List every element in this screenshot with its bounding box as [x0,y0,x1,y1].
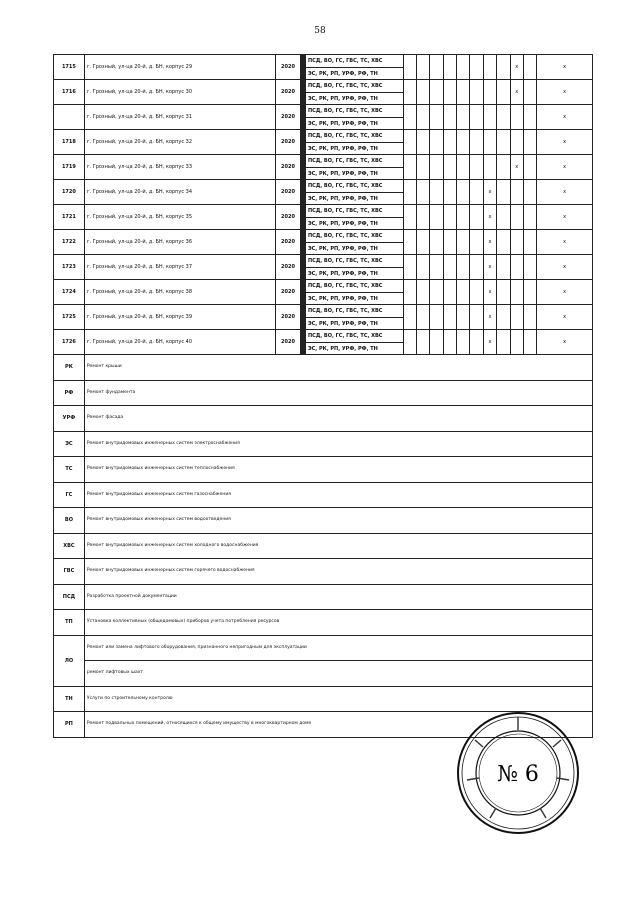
table-row [54,305,593,318]
row-mark: x [483,330,496,355]
row-mark [523,330,536,355]
row-mark: x [537,155,593,180]
row-works-line2: ЭС, РК, РП, УРФ, РФ, ТН [305,93,403,105]
table-row [54,80,593,93]
row-number: 1726 [54,330,85,355]
row-mark [470,255,483,280]
row-mark [403,205,416,230]
legend-text: Ремонт или замена лифтового оборудования, признанного непригодным для эксплуатации [84,635,592,661]
legend-text: Ремонт крыши [84,355,592,381]
row-mark [443,180,456,205]
row-year: 2020 [276,230,301,255]
row-mark: x [510,55,523,80]
row-number: 1720 [54,180,85,205]
row-mark [457,205,470,230]
row-number: 1716 [54,80,85,105]
row-works-line2: ЭС, РК, РП, УРФ, РФ, ТН [305,293,403,305]
legend-text: Ремонт внутридомовых инженерных систем электроснабжения [84,431,592,457]
row-mark [457,305,470,330]
row-mark [457,230,470,255]
row-mark [523,55,536,80]
row-works-line2: ЭС, РК, РП, УРФ, РФ, ТН [305,268,403,280]
row-mark [497,280,510,305]
row-mark [417,280,430,305]
table-row [54,205,593,218]
legend-text: Ремонт внутридомовых инженерных систем водоотведения [84,508,592,534]
table-row [54,155,593,168]
row-mark: x [537,180,593,205]
row-mark [430,280,443,305]
legend-code: ВО [54,508,85,534]
row-mark [523,105,536,130]
row-mark [403,255,416,280]
row-works-line2: ЭС, РК, РП, УРФ, РФ, ТН [305,168,403,180]
row-works-line2: ЭС, РК, РП, УРФ, РФ, ТН [305,243,403,255]
row-mark [417,105,430,130]
legend-row [54,431,593,457]
row-mark [470,55,483,80]
row-mark [403,180,416,205]
row-mark [417,180,430,205]
row-mark [403,155,416,180]
row-mark [523,80,536,105]
row-mark [430,180,443,205]
row-number: 1718 [54,130,85,155]
row-address: г. Грозный, ул-ца 20-й, д. БН, корпус 29 [84,55,275,80]
row-works-line2: ЭС, РК, РП, УРФ, РФ, ТН [305,343,403,355]
row-mark [403,330,416,355]
row-mark [523,205,536,230]
legend-row [54,533,593,559]
row-mark [510,330,523,355]
row-number: 1719 [54,155,85,180]
table-row [54,105,593,118]
table-row [54,280,593,293]
row-number: 1722 [54,230,85,255]
row-mark [523,155,536,180]
row-mark [510,280,523,305]
legend-code: УРФ [54,406,85,432]
legend-row [54,457,593,483]
legend-row [54,610,593,636]
row-year: 2020 [276,155,301,180]
row-mark [510,130,523,155]
row-mark [497,230,510,255]
row-mark [443,80,456,105]
legend-text: Разработка проектной документации [84,584,592,610]
row-mark: x [483,180,496,205]
row-mark: x [537,55,593,80]
legend-text: Ремонт фасада [84,406,592,432]
row-mark [457,180,470,205]
row-mark [443,130,456,155]
houses-table [53,54,593,738]
legend-text: Ремонт внутридомовых инженерных систем холодного водоснабжения [84,533,592,559]
row-works-line2: ЭС, РК, РП, УРФ, РФ, ТН [305,318,403,330]
row-mark [417,205,430,230]
row-address: г. Грозный, ул-ца 20-й, д. БН, корпус 35 [84,205,275,230]
row-mark: x [483,230,496,255]
legend-row [54,686,593,712]
row-mark [523,180,536,205]
legend-row [54,406,593,432]
row-mark [497,180,510,205]
legend-code: ХВС [54,533,85,559]
row-mark [523,230,536,255]
row-mark [470,130,483,155]
document-sheet [53,54,593,738]
legend-text: ремонт лифтовых шахт [84,661,592,687]
legend-code: ГВС [54,559,85,585]
row-mark: x [537,280,593,305]
table-row [54,55,593,68]
legend-code: РК [54,355,85,381]
row-mark [457,280,470,305]
legend-text: Ремонт фундамента [84,380,592,406]
row-year: 2020 [276,105,301,130]
row-mark [497,130,510,155]
row-number: 1715 [54,55,85,80]
row-mark [510,180,523,205]
row-works-line1: ПСД, ВО, ГС, ГВС, ТС, ХВС [305,180,403,193]
row-number: 1721 [54,205,85,230]
legend-code: ТН [54,686,85,712]
row-works-line1: ПСД, ВО, ГС, ГВС, ТС, ХВС [305,230,403,243]
row-mark [443,55,456,80]
row-mark [470,155,483,180]
row-mark [523,255,536,280]
row-mark [403,105,416,130]
row-mark [430,105,443,130]
row-works-line2: ЭС, РК, РП, УРФ, РФ, ТН [305,143,403,155]
row-year: 2020 [276,255,301,280]
row-year: 2020 [276,280,301,305]
row-mark [470,280,483,305]
row-mark [497,330,510,355]
row-mark: x [537,105,593,130]
row-mark [443,330,456,355]
row-mark [443,230,456,255]
row-mark [403,80,416,105]
row-mark [403,230,416,255]
row-mark [470,180,483,205]
row-number: 1723 [54,255,85,280]
row-mark [403,130,416,155]
row-mark [510,230,523,255]
row-mark: x [510,155,523,180]
row-mark [417,55,430,80]
row-address: г. Грозный, ул-ца 20-й, д. БН, корпус 39 [84,305,275,330]
row-mark [457,55,470,80]
row-works-line2: ЭС, РК, РП, УРФ, РФ, ТН [305,68,403,80]
row-mark [510,205,523,230]
row-mark [403,305,416,330]
row-address: г. Грозный, ул-ца 20-й, д. БН, корпус 31 [84,105,275,130]
row-mark [470,205,483,230]
row-number: 1724 [54,280,85,305]
row-mark [443,105,456,130]
row-mark [457,255,470,280]
legend-row [54,559,593,585]
row-address: г. Грозный, ул-ца 20-й, д. БН, корпус 40 [84,330,275,355]
row-mark: x [537,305,593,330]
legend-row [54,355,593,381]
row-year: 2020 [276,130,301,155]
row-year: 2020 [276,55,301,80]
row-mark [470,230,483,255]
table-row [54,130,593,143]
row-works-line2: ЭС, РК, РП, УРФ, РФ, ТН [305,218,403,230]
row-works-line1: ПСД, ВО, ГС, ГВС, ТС, ХВС [305,305,403,318]
row-address: г. Грозный, ул-ца 20-й, д. БН, корпус 36 [84,230,275,255]
row-year: 2020 [276,205,301,230]
row-mark [430,330,443,355]
row-number: 1725 [54,305,85,330]
row-mark: x [537,205,593,230]
row-address: г. Грозный, ул-ца 20-й, д. БН, корпус 30 [84,80,275,105]
row-mark [497,255,510,280]
row-mark [523,130,536,155]
row-mark [457,105,470,130]
legend-code: ТП [54,610,85,636]
row-mark [523,305,536,330]
row-mark [510,255,523,280]
row-mark [470,330,483,355]
legend-code: ТС [54,457,85,483]
row-works-line1: ПСД, ВО, ГС, ГВС, ТС, ХВС [305,255,403,268]
row-mark [443,205,456,230]
row-mark [497,155,510,180]
row-mark: x [537,130,593,155]
row-address: г. Грозный, ул-ца 20-й, д. БН, корпус 38 [84,280,275,305]
row-works-line2: ЭС, РК, РП, УРФ, РФ, ТН [305,193,403,205]
row-mark [443,155,456,180]
row-mark [510,305,523,330]
row-mark [497,80,510,105]
legend-row [54,661,593,687]
row-mark [417,80,430,105]
row-mark [457,80,470,105]
row-mark [483,155,496,180]
row-mark: x [510,80,523,105]
legend-text: Установка коллективных (общедомовых) приборов учета потребления ресурсов [84,610,592,636]
row-year: 2020 [276,305,301,330]
row-mark [497,305,510,330]
row-mark [430,55,443,80]
legend-row [54,584,593,610]
row-year: 2020 [276,330,301,355]
row-mark [403,280,416,305]
row-mark [497,205,510,230]
row-mark [417,155,430,180]
legend-code: ПСД [54,584,85,610]
row-mark [497,55,510,80]
row-mark [483,130,496,155]
row-mark [417,230,430,255]
table-row [54,255,593,268]
legend-text: Ремонт внутридомовых инженерных систем газоснабжения [84,482,592,508]
row-works-line1: ПСД, ВО, ГС, ГВС, ТС, ХВС [305,155,403,168]
stamp-number: № 6 [497,762,539,787]
table-row [54,230,593,243]
row-address: г. Грозный, ул-ца 20-й, д. БН, корпус 34 [84,180,275,205]
official-stamp [455,710,581,836]
row-address: г. Грозный, ул-ца 20-й, д. БН, корпус 33 [84,155,275,180]
legend-row [54,635,593,661]
row-works-line1: ПСД, ВО, ГС, ГВС, ТС, ХВС [305,55,403,68]
row-mark: x [537,80,593,105]
row-address: г. Грозный, ул-ца 20-й, д. БН, корпус 32 [84,130,275,155]
row-works-line1: ПСД, ВО, ГС, ГВС, ТС, ХВС [305,105,403,118]
row-number [54,105,85,130]
row-mark [470,80,483,105]
row-mark [430,305,443,330]
row-mark [523,280,536,305]
row-works-line1: ПСД, ВО, ГС, ГВС, ТС, ХВС [305,80,403,93]
row-mark [497,105,510,130]
legend-text: Услуги по строительному контролю [84,686,592,712]
row-mark: x [483,255,496,280]
row-mark [470,305,483,330]
row-mark: x [537,330,593,355]
table-row [54,180,593,193]
row-mark [403,55,416,80]
legend-code: РП [54,712,85,738]
row-mark [483,105,496,130]
row-mark [417,305,430,330]
legend-row [54,508,593,534]
row-mark [510,105,523,130]
row-works-line1: ПСД, ВО, ГС, ГВС, ТС, ХВС [305,205,403,218]
row-year: 2020 [276,180,301,205]
row-mark [443,280,456,305]
row-mark [457,330,470,355]
row-mark [483,80,496,105]
legend-text: Ремонт внутридомовых инженерных систем горячего водоснабжения [84,559,592,585]
legend-code: ЭС [54,431,85,457]
row-mark [417,330,430,355]
row-mark: x [483,280,496,305]
row-mark [430,255,443,280]
row-mark [417,255,430,280]
row-works-line1: ПСД, ВО, ГС, ГВС, ТС, ХВС [305,330,403,343]
row-year: 2020 [276,80,301,105]
row-mark: x [483,205,496,230]
row-works-line1: ПСД, ВО, ГС, ГВС, ТС, ХВС [305,130,403,143]
row-mark: x [537,230,593,255]
row-works-line1: ПСД, ВО, ГС, ГВС, ТС, ХВС [305,280,403,293]
row-mark: x [537,255,593,280]
row-mark [443,305,456,330]
row-mark [457,155,470,180]
legend-text: Ремонт внутридомовых инженерных систем теплоснабжения [84,457,592,483]
row-mark [430,80,443,105]
row-mark: x [483,305,496,330]
row-mark [430,130,443,155]
legend-row [54,482,593,508]
row-mark [430,205,443,230]
page-number: 58 [314,26,326,36]
legend-row [54,380,593,406]
legend-code: ЛО [54,635,85,686]
row-mark [457,130,470,155]
table-row [54,330,593,343]
row-mark [430,155,443,180]
legend-code: РФ [54,380,85,406]
legend-code: ГС [54,482,85,508]
row-mark [483,55,496,80]
row-mark [417,130,430,155]
row-mark [430,230,443,255]
row-mark [470,105,483,130]
row-address: г. Грозный, ул-ца 20-й, д. БН, корпус 37 [84,255,275,280]
row-works-line2: ЭС, РК, РП, УРФ, РФ, ТН [305,118,403,130]
row-mark [443,255,456,280]
legend-text: Ремонт подвальных помещений, относящихся к общему имуществу в многоквартирном доме [84,712,592,738]
